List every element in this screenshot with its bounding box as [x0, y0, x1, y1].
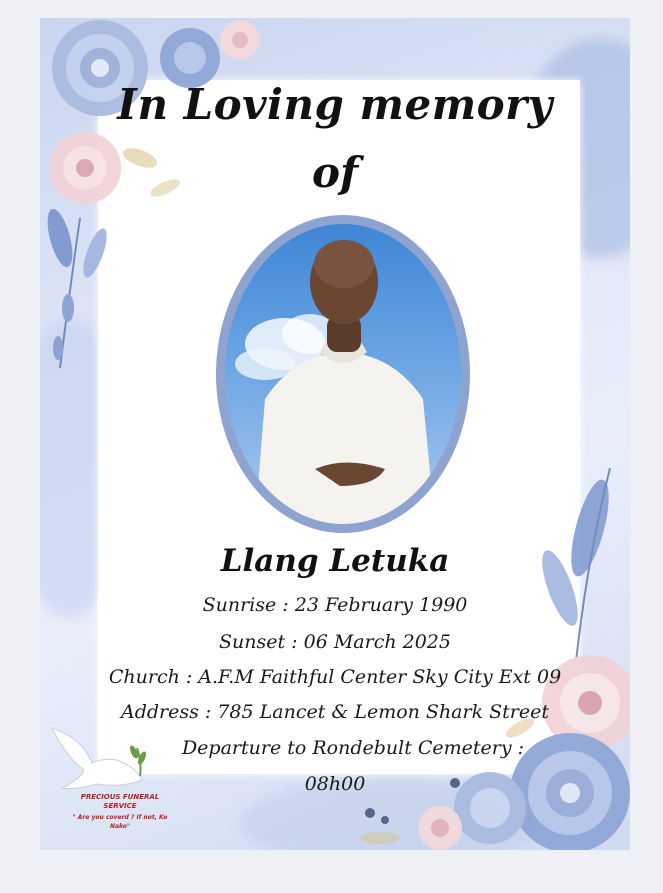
departure-info: Departure to Rondebult Cemetery :: [181, 737, 525, 759]
church-info: Church : A.F.M Faithful Center Sky City Ext 09: [108, 666, 562, 688]
dove-logo-icon: [42, 718, 162, 798]
memorial-card: [40, 18, 630, 850]
funeral-service-name: PRECIOUS FUNERAL SERVICE: [80, 793, 160, 810]
address-info: Address : 785 Lancet & Lemon Shark Street: [120, 701, 550, 723]
heading-title: In Loving memory: [117, 80, 553, 129]
portrait-photo: [225, 224, 461, 524]
funeral-service-tagline: " Are you coverd ? If not, Ke Nako": [72, 814, 168, 830]
departure-time: 08h00: [304, 773, 366, 795]
funeral-service-logo: [70, 793, 170, 831]
heading-of: of: [311, 148, 359, 197]
sunset-date: Sunset : 06 March 2025: [219, 631, 451, 653]
portrait-figure: [225, 224, 461, 524]
deceased-name: Llang Letuka: [220, 543, 450, 579]
sunrise-date: Sunrise : 23 February 1990: [202, 594, 468, 616]
